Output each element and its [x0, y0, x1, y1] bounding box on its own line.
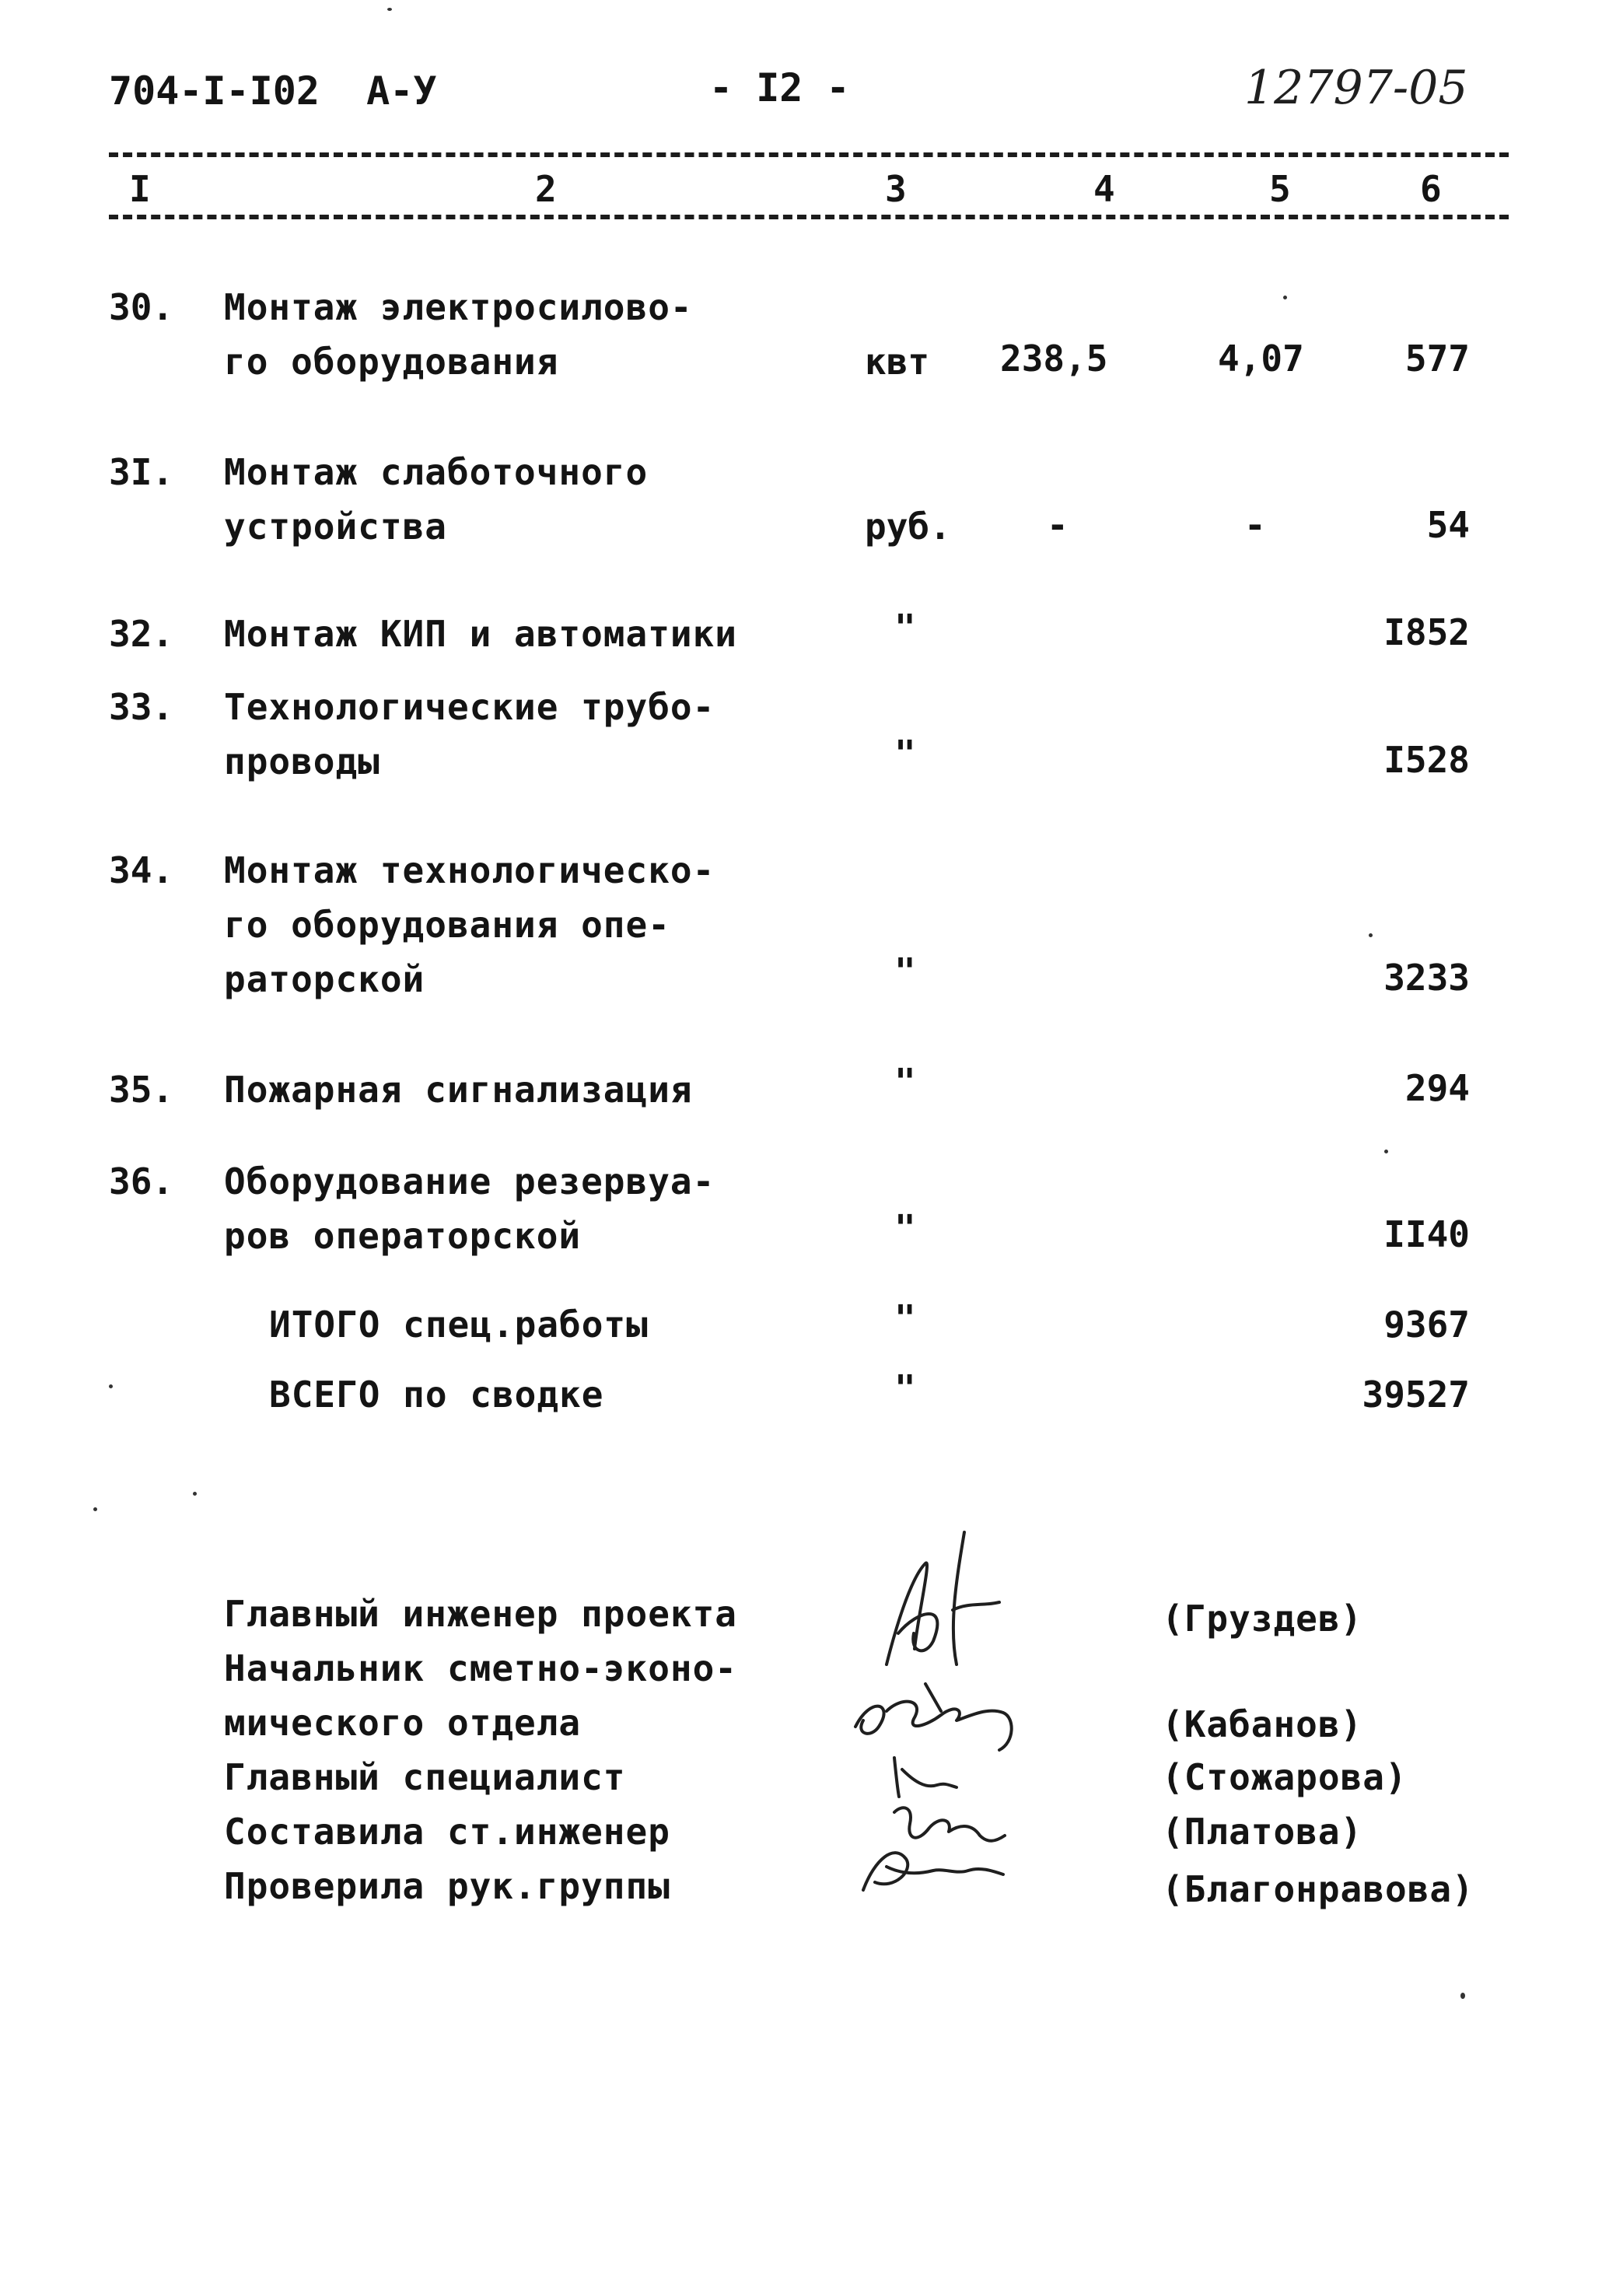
row-label: ров операторской — [224, 1215, 582, 1257]
row-unit: " — [894, 1207, 916, 1249]
scan-speck — [109, 1384, 113, 1388]
row-number: 36. — [109, 1160, 174, 1202]
scan-speck — [387, 8, 392, 11]
scan-speck — [1369, 933, 1373, 937]
total-unit: " — [894, 1367, 916, 1409]
row-label: проводы — [224, 740, 380, 782]
row-number: 3I. — [109, 451, 174, 493]
total-unit: " — [894, 1297, 916, 1339]
row-label: го оборудования опе- — [224, 904, 670, 946]
signature-role: Составила ст.инженер — [224, 1811, 670, 1853]
page-number: - I2 - — [709, 65, 850, 110]
signatory-name: (Благонравова) — [1162, 1868, 1474, 1910]
signature-blagonravova — [863, 1853, 1003, 1890]
row-unit: квт — [865, 341, 930, 383]
row-total: 3233 — [1383, 957, 1470, 999]
total-value: 39527 — [1362, 1374, 1470, 1416]
column-header-5: 5 — [1269, 168, 1291, 210]
signatory-name: (Груздев) — [1162, 1598, 1363, 1640]
signature-role: Начальник сметно-эконо- — [224, 1647, 737, 1689]
column-header-6: 6 — [1420, 168, 1442, 210]
signature-role: Главный инженер проекта — [224, 1593, 737, 1635]
scan-speck — [1460, 1993, 1465, 1999]
row-quantity: - — [1047, 504, 1069, 546]
row-label: Монтаж электросилово- — [224, 286, 693, 328]
total-label: ИТОГО спец.работы — [269, 1304, 649, 1346]
row-quantity: 238,5 — [1000, 338, 1108, 380]
signature-role: Главный специалист — [224, 1756, 626, 1798]
row-number: 30. — [109, 286, 174, 328]
header-rule-top — [109, 152, 1509, 157]
scan-speck — [193, 1492, 197, 1496]
signature-gruzdev — [887, 1532, 999, 1664]
row-total: I528 — [1383, 739, 1470, 781]
scan-speck — [93, 1507, 97, 1511]
row-unit: " — [894, 607, 916, 649]
row-label: Монтаж КИП и автоматики — [224, 613, 737, 655]
signature-platova — [894, 1808, 1005, 1840]
column-header-4: 4 — [1093, 168, 1115, 210]
row-label: Технологические трубо- — [224, 686, 715, 728]
document-code: 704-I-I02 А-У — [109, 68, 437, 114]
row-label: Монтаж технологическо- — [224, 849, 715, 891]
signatory-name: (Кабанов) — [1162, 1703, 1363, 1745]
row-total: 294 — [1404, 1067, 1470, 1109]
total-label: ВСЕГО по сводке — [269, 1374, 604, 1416]
row-number: 34. — [109, 849, 174, 891]
row-total: II40 — [1383, 1213, 1470, 1255]
row-total: 577 — [1404, 338, 1470, 380]
row-total: 54 — [1426, 504, 1470, 546]
scan-speck — [1283, 296, 1287, 299]
row-label: Пожарная сигнализация — [224, 1069, 693, 1111]
header-rule-bottom — [109, 215, 1509, 219]
signatory-name: (Платова) — [1162, 1811, 1363, 1853]
row-unit: руб. — [865, 506, 951, 548]
row-rate: - — [1244, 504, 1266, 546]
row-label: Оборудование резервуа- — [224, 1160, 715, 1202]
column-header-1: I — [129, 168, 151, 210]
row-number: 33. — [109, 686, 174, 728]
row-label: Монтаж слаботочного — [224, 451, 649, 493]
total-value: 9367 — [1383, 1304, 1470, 1346]
row-unit: " — [894, 733, 916, 775]
column-header-2: 2 — [535, 168, 557, 210]
row-number: 35. — [109, 1069, 174, 1111]
row-unit: " — [894, 950, 916, 992]
scan-speck — [1384, 1150, 1388, 1153]
row-label: устройства — [224, 506, 447, 548]
signature-role: Проверила рук.группы — [224, 1865, 670, 1907]
row-label: раторской — [224, 958, 425, 1000]
row-label: го оборудования — [224, 341, 559, 383]
signature-kabanov — [855, 1684, 1012, 1750]
signatory-name: (Стожарова) — [1162, 1756, 1408, 1798]
row-rate: 4,07 — [1218, 338, 1304, 380]
row-number: 32. — [109, 613, 174, 655]
row-unit: " — [894, 1061, 916, 1103]
handwritten-registration-number: 12797-05 — [1244, 61, 1468, 115]
signature-stozharova — [894, 1758, 957, 1797]
row-total: I852 — [1383, 611, 1470, 653]
signature-role: мического отдела — [224, 1702, 582, 1744]
handwritten-signatures — [840, 1517, 1073, 1921]
column-header-3: 3 — [885, 168, 907, 210]
